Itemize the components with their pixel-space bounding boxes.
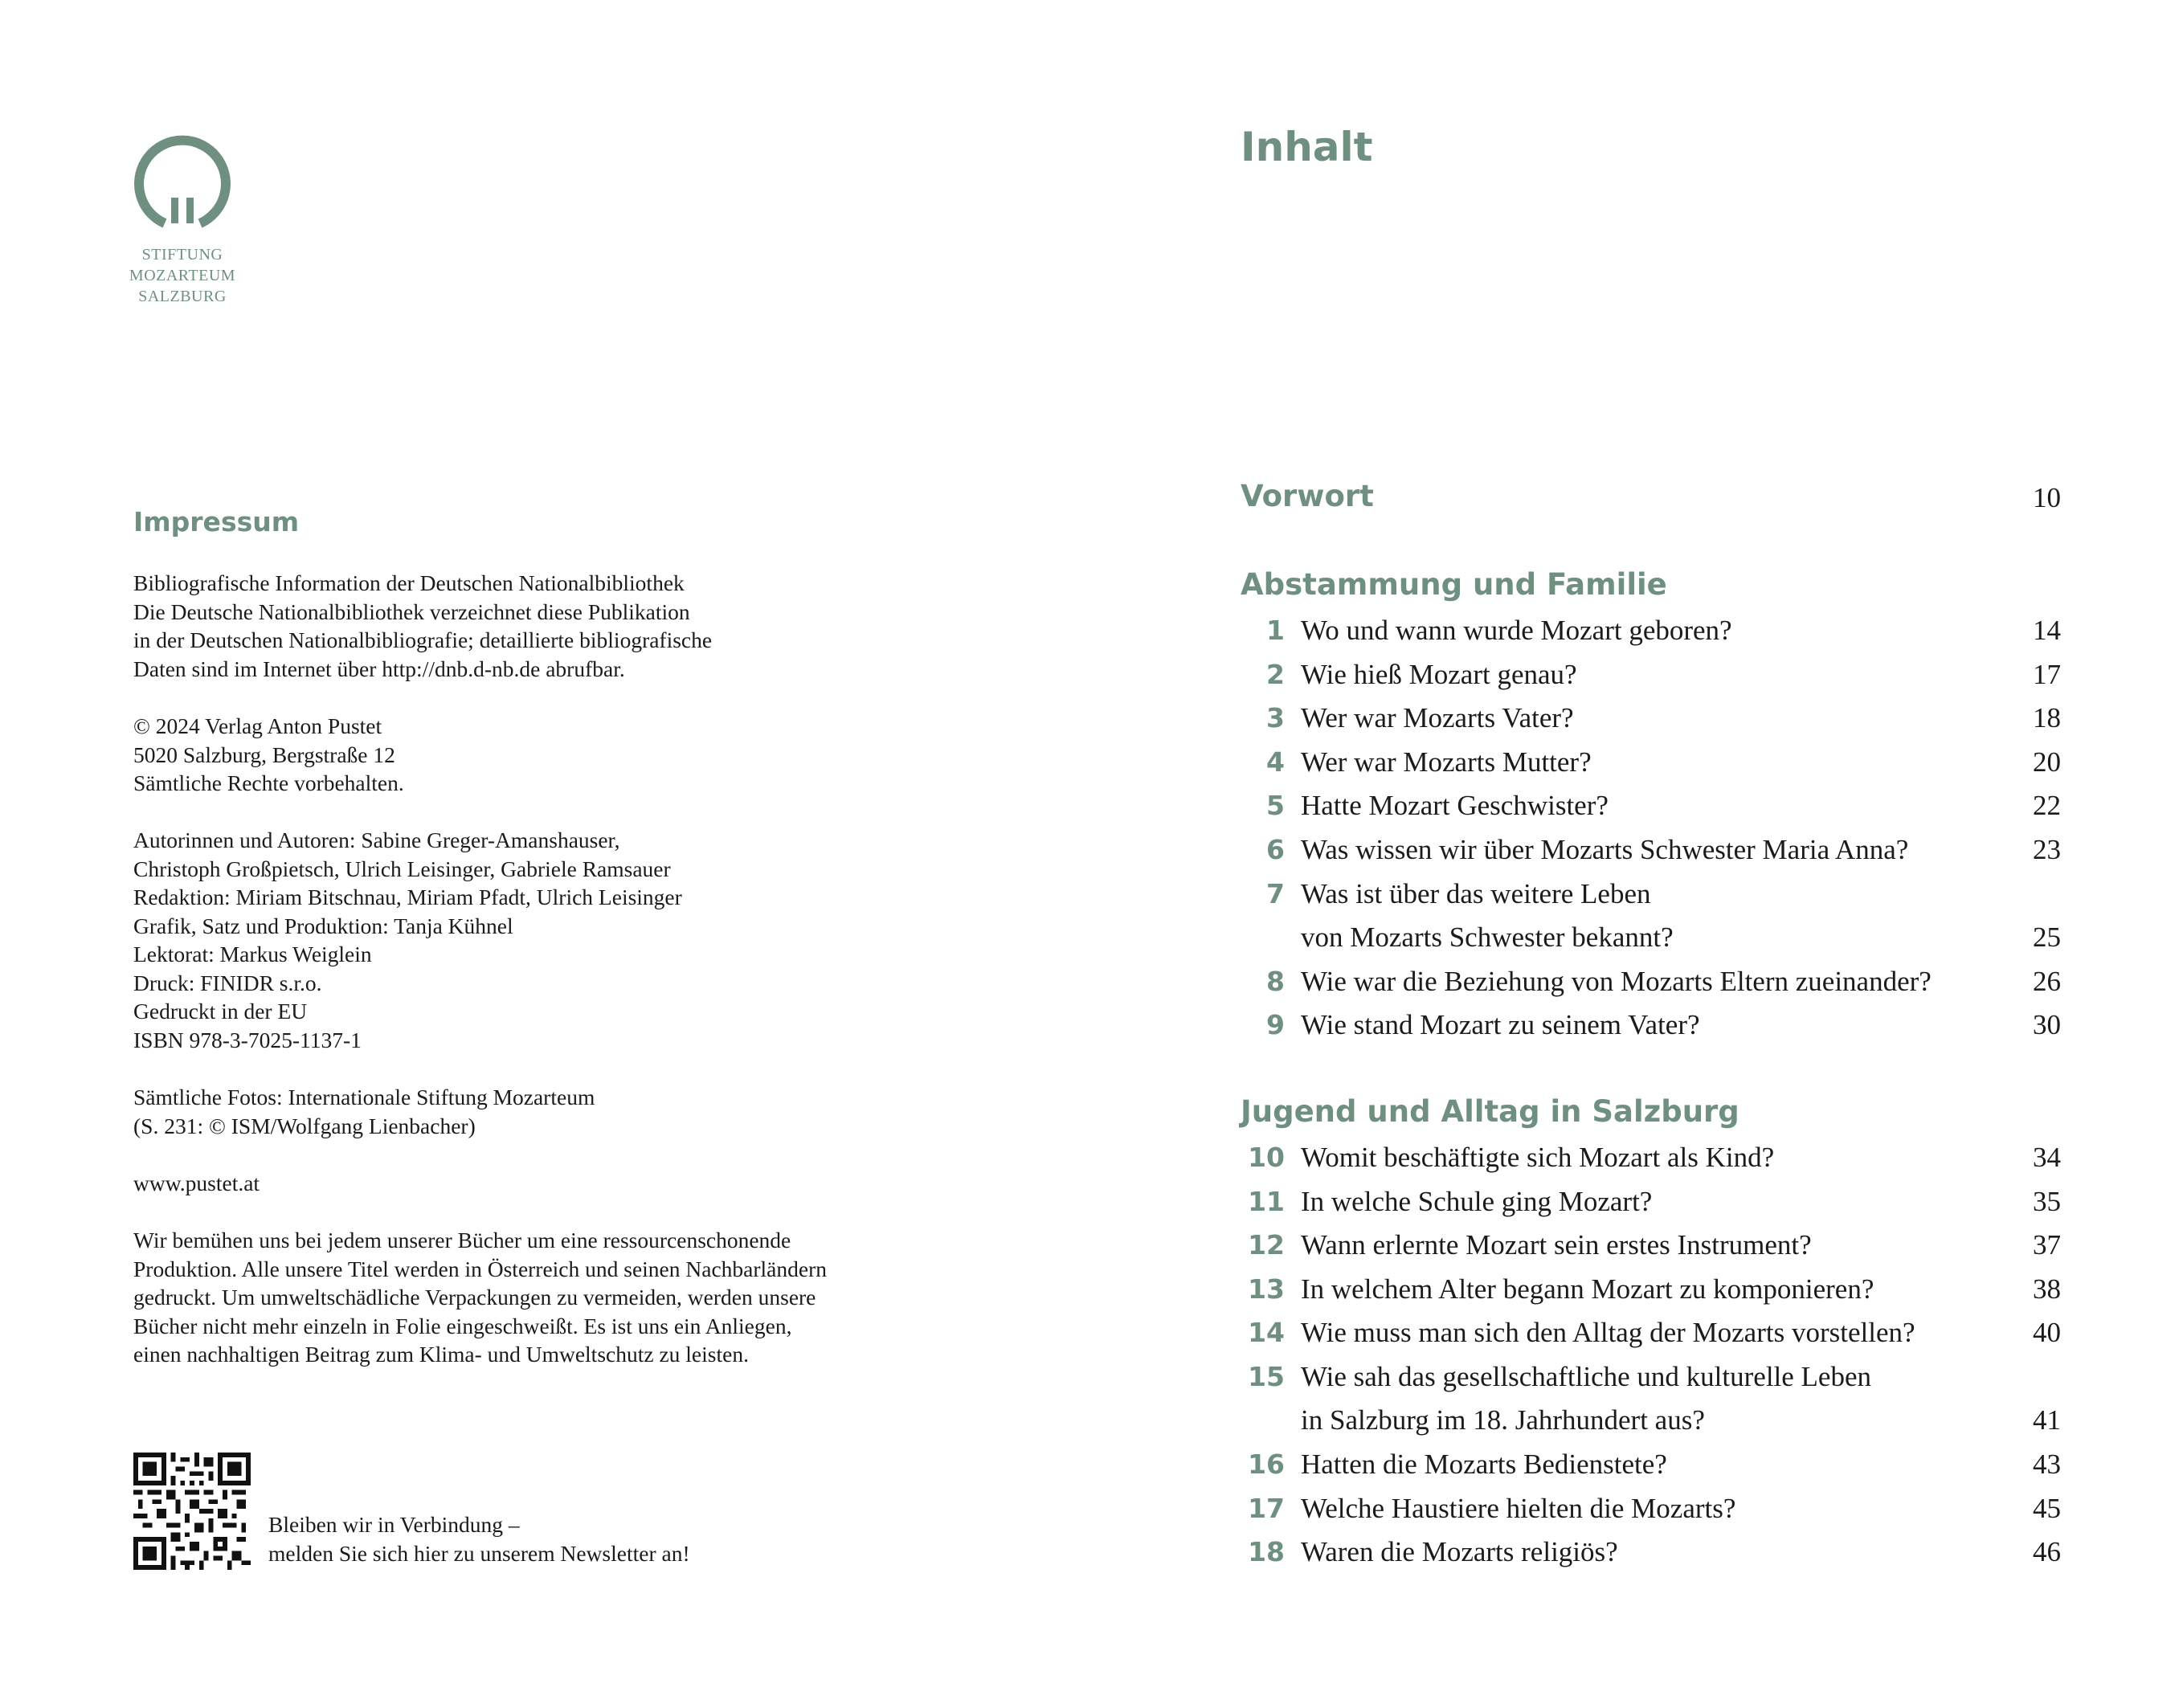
toc-entry-question: Wo und wann wurde Mozart geboren?: [1301, 615, 1732, 646]
toc-entry-page: 30: [2033, 1009, 2061, 1041]
credits-info: [133, 826, 682, 1054]
text-line: Bibliografische Information der Deutschen Nationalbibliothek: [133, 570, 685, 595]
toc-entry-page: 43: [2033, 1449, 2061, 1481]
toc-entry-question: Wer war Mozarts Mutter?: [1301, 746, 1592, 778]
left-page: [0, 0, 1091, 1708]
toc-entry-number: 6: [1266, 834, 1285, 865]
toc-title: Inhalt: [1241, 124, 1373, 170]
text-line: einen nachhaltigen Beitrag zum Klima- und Umweltschutz zu leisten.: [133, 1342, 749, 1367]
toc-entry-page: 23: [2033, 834, 2061, 865]
toc-entry-question: Wie stand Mozart zu seinem Vater?: [1301, 1009, 1700, 1041]
impressum-heading: Impressum: [133, 506, 300, 537]
toc-entry-number: 11: [1248, 1185, 1285, 1217]
toc-entry[interactable]: [1241, 828, 2061, 872]
toc-entry-page: 37: [2033, 1229, 2061, 1261]
toc-entry[interactable]: [1241, 1224, 2061, 1267]
eco-statement: [133, 1226, 827, 1369]
text-line: Sämtliche Rechte vorbehalten.: [133, 770, 404, 795]
biblio-info: [133, 569, 712, 683]
toc-entry[interactable]: [1241, 653, 2061, 697]
toc-entry-question: Womit beschäftigte sich Mozart als Kind?: [1301, 1142, 1775, 1173]
text-line: Wir bemühen uns bei jedem unserer Bücher um eine ressourcenschonende: [133, 1228, 791, 1252]
text-line: Daten sind im Internet über http://dnb.d-nb.de abrufbar.: [133, 656, 625, 681]
text-line: 5020 Salzburg, Bergstraße 12: [133, 742, 395, 767]
text-line: Redaktion: Miriam Bitschnau, Miriam Pfadt, Ulrich Leisinger: [133, 885, 682, 909]
toc-entry-page: 46: [2033, 1536, 2061, 1568]
toc-entry-question: Was wissen wir über Mozarts Schwester Maria Anna?: [1301, 834, 1909, 865]
toc-entry-page: 26: [2033, 965, 2061, 997]
toc-entry-question: Hatte Mozart Geschwister?: [1301, 790, 1609, 822]
text-line: Christoph Großpietsch, Ulrich Leisinger, Gabriele Ramsauer: [133, 856, 671, 881]
toc-entry-number: 2: [1266, 658, 1285, 690]
website-link[interactable]: www.pustet.at: [133, 1171, 260, 1195]
toc-entry-page: 35: [2033, 1185, 2061, 1217]
toc-entry[interactable]: [1241, 1136, 2061, 1179]
toc-entry[interactable]: [1241, 609, 2061, 652]
text-line: gedruckt. Um umweltschädliche Verpackungen zu vermeiden, werden unsere: [133, 1285, 816, 1310]
text-line: Die Deutsche Nationalbibliothek verzeichnet diese Publikation: [133, 599, 690, 624]
text-line: Grafik, Satz und Produktion: Tanja Kühnel: [133, 913, 513, 938]
toc-entry-page: 41: [2033, 1404, 2061, 1436]
toc-entry[interactable]: [1241, 741, 2061, 784]
toc-entry[interactable]: [1241, 1180, 2061, 1224]
toc-section-heading: Jugend und Alltag in Salzburg: [1241, 1094, 1739, 1129]
logo-line-2: MOZARTEUM: [129, 267, 236, 284]
toc-entry-number: 7: [1266, 877, 1285, 909]
text-line: © 2024 Verlag Anton Pustet: [133, 713, 382, 738]
toc-entry-question: Wann erlernte Mozart sein erstes Instrument?: [1301, 1229, 1812, 1261]
toc-entry-number: 12: [1248, 1229, 1285, 1261]
toc-entry-question: Welche Haustiere hielten die Mozarts?: [1301, 1492, 1736, 1524]
toc-entry[interactable]: [1241, 872, 2061, 953]
text-line: Produktion. Alle unsere Titel werden in Österreich und seinen Nachbarländern: [133, 1256, 827, 1281]
toc-entry-question-cont: von Mozarts Schwester bekannt?: [1301, 921, 1674, 953]
toc-entry-question: Wie muss man sich den Alltag der Mozarts vorstellen?: [1301, 1317, 1915, 1349]
newsletter-text: [268, 1510, 690, 1567]
toc-entry[interactable]: [1241, 1487, 2061, 1530]
toc-entry-page: 45: [2033, 1492, 2061, 1524]
toc-entry[interactable]: [1241, 1003, 2061, 1047]
toc-entry-question: Wie hieß Mozart genau?: [1301, 658, 1577, 690]
toc-entry-question: Wie sah das gesellschaftliche und kulturelle Leben: [1301, 1361, 1871, 1392]
toc-entry[interactable]: [1241, 1311, 2061, 1355]
mozarteum-logo-icon: [133, 129, 232, 228]
logo-line-1: STIFTUNG: [141, 246, 223, 264]
toc-entry-page: 34: [2033, 1142, 2061, 1173]
toc-entry[interactable]: [1241, 784, 2061, 827]
photo-credits: [133, 1083, 595, 1140]
toc-entry-number: 8: [1266, 965, 1285, 997]
toc-entry-page: 14: [2033, 615, 2061, 646]
toc-entry[interactable]: [1241, 1355, 2061, 1436]
toc-entry-page: 22: [2033, 790, 2061, 822]
toc-entry-question-cont: in Salzburg im 18. Jahrhundert aus?: [1301, 1404, 1705, 1436]
stiftung-mozarteum-logo: [130, 129, 235, 307]
toc-entry-page: 38: [2033, 1273, 2061, 1305]
toc-entry-question: In welche Schule ging Mozart?: [1301, 1185, 1653, 1217]
toc-entry-question: Wie war die Beziehung von Mozarts Eltern zueinander?: [1301, 965, 1932, 997]
toc-vorwort-page: 10: [2033, 482, 2061, 513]
toc-entry[interactable]: [1241, 1530, 2061, 1574]
text-line: Sämtliche Fotos: Internationale Stiftung Mozarteum: [133, 1085, 595, 1109]
text-line: (S. 231: © ISM/Wolfgang Lienbacher): [133, 1113, 476, 1138]
logo-line-3: SALZBURG: [138, 288, 227, 305]
newsletter-qr-code[interactable]: [133, 1453, 251, 1570]
text-line: Bücher nicht mehr einzeln in Folie eingeschweißt. Es ist uns ein Anliegen,: [133, 1313, 792, 1338]
toc-entry-page: 40: [2033, 1317, 2061, 1349]
toc-entry-number: 18: [1248, 1536, 1285, 1568]
toc-entry[interactable]: [1241, 960, 2061, 1003]
toc-entry-number: 3: [1266, 702, 1285, 734]
toc-entry-number: 10: [1248, 1142, 1285, 1173]
text-line: Lektorat: Markus Weiglein: [133, 942, 372, 966]
toc-entry-page: 20: [2033, 746, 2061, 778]
toc-entry[interactable]: [1241, 1443, 2061, 1486]
copyright-info: [133, 712, 404, 798]
toc-entry-number: 13: [1248, 1273, 1285, 1305]
toc-entry-number: 15: [1248, 1361, 1285, 1392]
toc-entry[interactable]: [1241, 697, 2061, 740]
text-line: Autorinnen und Autoren: Sabine Greger-Amanshauser,: [133, 827, 620, 852]
toc-vorwort[interactable]: Vorwort: [1241, 479, 1374, 513]
toc-entry-number: 5: [1266, 790, 1285, 822]
toc-entry-number: 1: [1266, 615, 1285, 646]
toc-entry-page: 25: [2033, 921, 2061, 953]
toc-entry-number: 14: [1248, 1317, 1285, 1349]
toc-entry-page: 17: [2033, 658, 2061, 690]
text-line: ISBN 978-3-7025-1137-1: [133, 1027, 362, 1052]
text-line: melden Sie sich hier zu unserem Newsletter an!: [268, 1540, 690, 1566]
toc-entry-number: 17: [1248, 1492, 1285, 1524]
toc-entry-page: 18: [2033, 702, 2061, 734]
toc-entry-number: 4: [1266, 746, 1285, 778]
toc-entry-question: Waren die Mozarts religiös?: [1301, 1536, 1618, 1568]
text-line: Bleiben wir in Verbindung –: [268, 1512, 520, 1537]
text-line: Gedruckt in der EU: [133, 999, 308, 1024]
toc-entry-question: Was ist über das weitere Leben: [1301, 877, 1651, 909]
text-line: Druck: FINIDR s.r.o.: [133, 970, 322, 995]
toc-section-heading: Abstammung und Familie: [1241, 567, 1667, 602]
text-line: in der Deutschen Nationalbibliografie; detaillierte bibliografische: [133, 627, 713, 652]
toc-entry-number: 9: [1266, 1009, 1285, 1041]
toc-entry-question: Wer war Mozarts Vater?: [1301, 702, 1574, 734]
toc-entry[interactable]: [1241, 1268, 2061, 1311]
toc-entry-question: In welchem Alter begann Mozart zu komponieren?: [1301, 1273, 1874, 1305]
toc-entry-question: Hatten die Mozarts Bedienstete?: [1301, 1449, 1667, 1481]
toc-entry-number: 16: [1248, 1449, 1285, 1481]
